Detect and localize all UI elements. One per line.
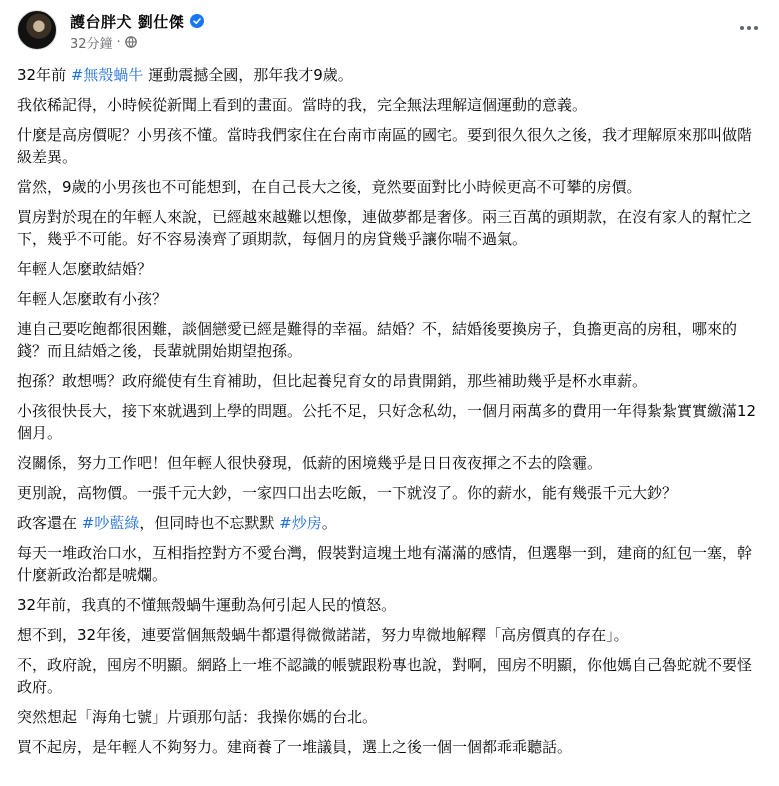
paragraph-text: 年輕人怎麼敢結婚？ — [17, 260, 153, 278]
more-dot-icon — [747, 26, 751, 30]
more-dot-icon — [740, 26, 744, 30]
paragraph-text: 每天一堆政治口水，互相指控對方不愛台灣，假裝對這塊土地有滿滿的感情，但選舉一到，建商的紅包一塞，幹什麼新政治都是唬爛。 — [17, 544, 753, 584]
avatar[interactable] — [17, 10, 57, 50]
post-timestamp[interactable]: 32分鐘 — [70, 36, 113, 52]
post-paragraph — [17, 124, 762, 168]
post-paragraph — [17, 258, 762, 280]
post-body — [17, 64, 762, 766]
post-meta — [70, 33, 137, 51]
post-paragraph — [17, 512, 762, 534]
post-paragraph — [17, 64, 762, 86]
post-paragraph — [17, 206, 762, 250]
paragraph-text: 32年前，我真的不懂無殼蝸牛運動為何引起人民的憤怒。 — [17, 596, 397, 614]
paragraph-text: 連自己要吃飽都很困難，談個戀愛已經是難得的幸福。結婚？不，結婚後要換房子，負擔更高的房租，哪來的錢？而且結婚之後，長輩就開始期望抱孫。 — [17, 320, 738, 360]
more-options-button[interactable] — [735, 14, 763, 42]
post-paragraph — [17, 594, 762, 616]
paragraph-text: 政客還在 — [17, 514, 82, 532]
paragraph-text: 想不到，32年後，連要當個無殼蝸牛都還得微微諾諾，努力卑微地解釋「高房價真的存在」。 — [17, 626, 629, 644]
paragraph-text: 買不起房，是年輕人不夠努力。建商養了一堆議員，選上之後一個一個都乖乖聽話。 — [17, 738, 573, 756]
author-name[interactable]: 護台胖犬 劉仕傑 — [70, 12, 185, 31]
paragraph-text: 沒關係，努力工作吧！但年輕人很快發現，低薪的困境幾乎是日日夜夜揮之不去的陰霾。 — [17, 454, 603, 472]
post-paragraph — [17, 94, 762, 116]
paragraph-text: 不，政府說，囤房不明顯。網路上一堆不認識的帳號跟粉專也說，對啊，囤房不明顯，你他媽自己魯蛇就不要怪政府。 — [17, 656, 753, 696]
post-paragraph — [17, 288, 762, 310]
paragraph-text: 抱孫？敢想嗎？政府縱使有生育補助，但比起養兒育女的昂貴開銷，那些補助幾乎是杯水車薪。 — [17, 372, 648, 390]
meta-separator: · — [116, 34, 121, 50]
post-paragraph — [17, 370, 762, 392]
paragraph-text: 買房對於現在的年輕人來說，已經越來越難以想像，連做夢都是奢侈。兩三百萬的頭期款，在沒有家人的幫忙之下，幾乎不可能。好不容易湊齊了頭期款，每個月的房貸幾乎讓你喘不過氣。 — [17, 208, 753, 248]
post-paragraph — [17, 400, 762, 444]
post-paragraph — [17, 176, 762, 198]
post-header — [0, 0, 779, 60]
more-dot-icon — [754, 26, 758, 30]
paragraph-text: 年輕人怎麼敢有小孩？ — [17, 290, 168, 308]
verified-badge-icon — [190, 14, 204, 28]
paragraph-text: 我依稀記得，小時候從新聞上看到的畫面。當時的我，完全無法理解這個運動的意義。 — [17, 96, 588, 114]
globe-icon[interactable] — [125, 36, 137, 48]
paragraph-text: 更別說，高物價。一張千元大鈔，一家四口出去吃飯，一下就沒了。你的薪水，能有幾張千元大鈔？ — [17, 484, 678, 502]
paragraph-text: 什麼是高房價呢？小男孩不懂。當時我們家住在台南市南區的國宅。要到很久很久之後，我才理解原來那叫做階級差異。 — [17, 126, 753, 166]
paragraph-text: 運動震撼全國，那年我才9歲。 — [143, 66, 353, 84]
post-paragraph — [17, 654, 762, 698]
paragraph-text: 。 — [321, 514, 337, 532]
post-paragraph — [17, 624, 762, 646]
hashtag-link[interactable]: #吵藍綠 — [81, 514, 140, 532]
post-paragraph — [17, 542, 762, 586]
post-paragraph — [17, 706, 762, 728]
paragraph-text: 突然想起「海角七號」片頭那句話：我操你媽的台北。 — [17, 708, 378, 726]
hashtag-link[interactable]: #炒房 — [279, 514, 322, 532]
paragraph-text: 32年前 — [17, 66, 71, 84]
post-paragraph — [17, 736, 762, 758]
post-paragraph — [17, 318, 762, 362]
paragraph-text: ，但同時也不忘默默 — [139, 514, 280, 532]
post-paragraph — [17, 452, 762, 474]
hashtag-link[interactable]: #無殼蝸牛 — [70, 66, 144, 84]
paragraph-text: 小孩很快長大，接下來就遇到上學的問題。公托不足，只好念私幼，一個月兩萬多的費用一年得紮紮實實繳滿12個月。 — [17, 402, 757, 442]
author-row — [70, 10, 204, 32]
post-paragraph — [17, 482, 762, 504]
paragraph-text: 當然，9歲的小男孩也不可能想到，在自己長大之後，竟然要面對比小時候更高不可攀的房價。 — [17, 178, 642, 196]
